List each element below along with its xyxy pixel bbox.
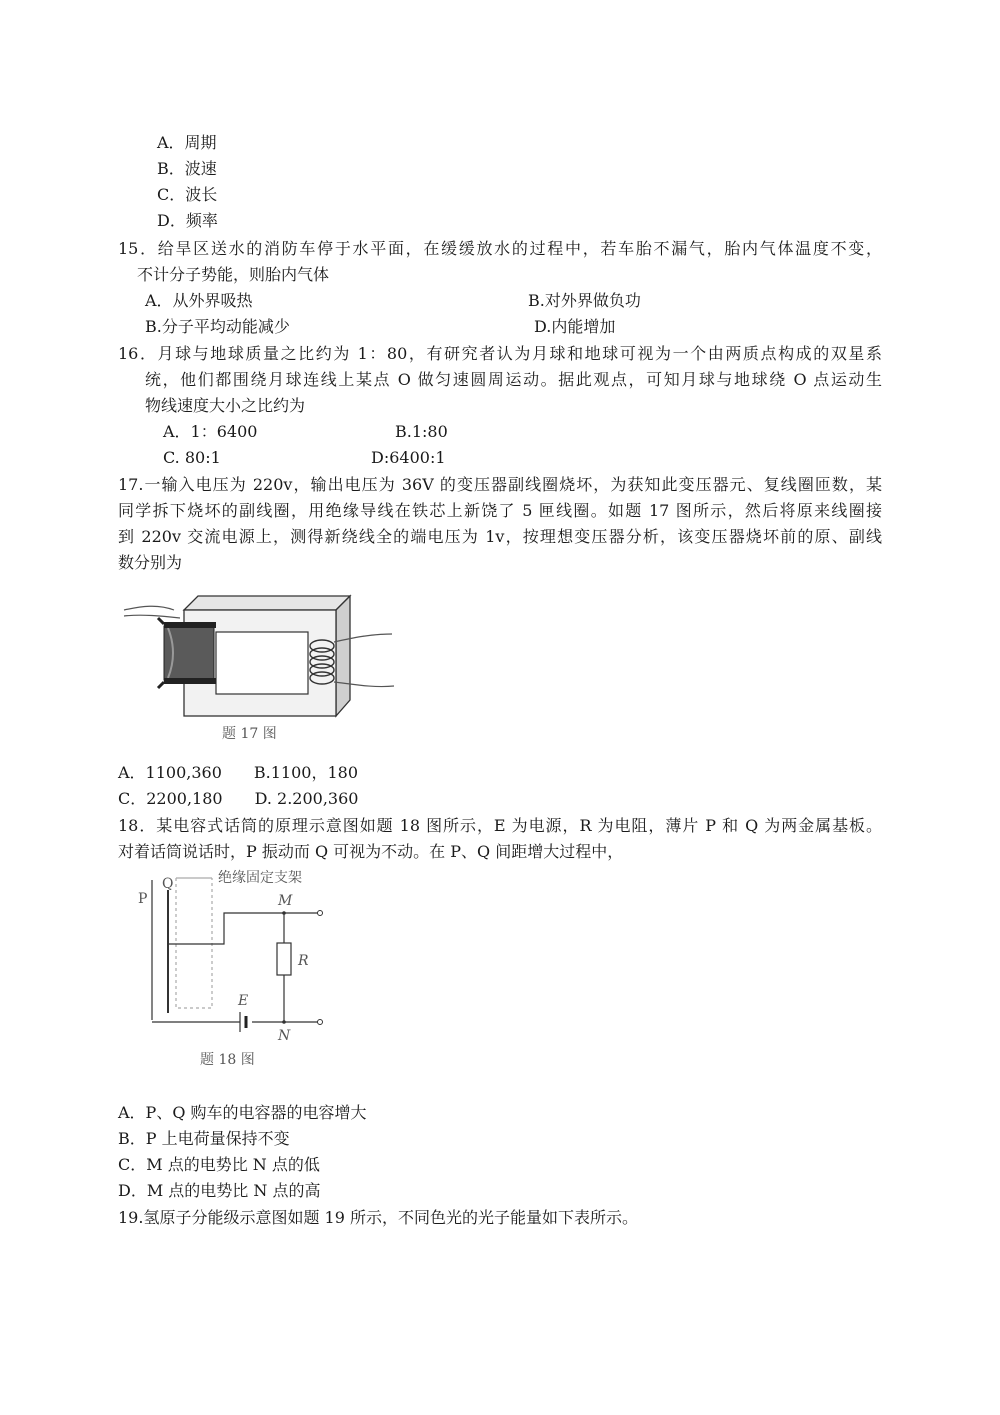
svg-text:Q: Q: [162, 876, 174, 892]
q17-stem-line-4: 数分别为: [118, 553, 183, 572]
q17-stem-line-2: 同学拆下烧坏的副线圈，用绝缘导线在铁芯上新饶了 5 匣线圈。如题 17 图所示，然后将原来线圈接: [118, 501, 882, 520]
q18-option-c: C．M 点的电势比 N 点的低: [118, 1155, 320, 1174]
q16-stem-line-3: 物线速度大小之比约为: [145, 396, 306, 415]
resistor-r: [277, 943, 291, 975]
q17-options-cd: C．2200,180 D. 2.200,360: [118, 789, 359, 808]
q18-stem-line-1: 18．某电容式话筒的原理示意图如题 18 图所示，E 为电源，R 为电阻，薄片 P 和 Q 为两金属基板。: [118, 816, 882, 835]
battery-e: [240, 1012, 246, 1032]
q14-option-d: D．频率: [157, 211, 218, 230]
q16-stem-line-2: 统，他们都围绕月球连线上某点 O 做匀速圆周运动。据此观点，可知月球与地球绕 O 点运动生: [145, 370, 882, 389]
terminal-m: [318, 911, 323, 916]
q14-option-a: A．周期: [157, 133, 217, 152]
q15-option-c: B.分子平均动能减少: [145, 317, 290, 336]
q16-option-d: D:6400:1: [371, 448, 446, 467]
q18-option-d: D．M 点的电势比 N 点的高: [118, 1181, 321, 1200]
q16-option-b: B.1:80: [395, 422, 448, 441]
svg-text:R: R: [298, 953, 309, 969]
q16-option-a: A．1：6400: [163, 422, 258, 441]
svg-text:绝缘固定支架: 绝缘固定支架: [218, 870, 302, 886]
q15-option-b: B.对外界做负功: [528, 291, 641, 310]
svg-text:M: M: [278, 893, 293, 909]
q18-option-b: B．P 上电荷量保持不变: [118, 1129, 290, 1148]
q17-stem-line-1: 17.一输入电压为 220v，输出电压为 36V 的变压器副线圈烧坏，为获知此变压器元、复线圈匝数，某: [118, 475, 882, 494]
q14-option-c: C．波长: [157, 185, 218, 204]
q17-transformer-figure: [122, 588, 412, 748]
terminal-n: [318, 1020, 323, 1025]
q15-stem-line-2: 不计分子势能，则胎内气体: [137, 265, 330, 284]
q17-stem-line-3: 到 220v 交流电源上，测得新绕线全的端电压为 1v，按理想变压器分析，该变压器烧坏前的原、副线: [118, 527, 882, 546]
q17-figure-caption: 题 17 图: [222, 726, 277, 742]
q16-stem-line-1: 16．月球与地球质量之比约为 1：80，有研究者认为月球和地球可视为一个由两质点构成的双星系: [118, 344, 882, 363]
q14-option-b: B．波速: [157, 159, 217, 178]
q18-stem-line-2: 对着话筒说话时，P 振动而 Q 可视为不动。在 P、Q 间距增大过程中，: [118, 842, 624, 861]
q15-option-a: A．从外界吸热: [145, 291, 253, 310]
svg-text:N: N: [278, 1028, 291, 1044]
q15-stem-line-1: 15．给旱区送水的消防车停于水平面，在缓缓放水的过程中，若车胎不漏气，胎内气体温度不变，: [118, 239, 882, 258]
q18-figure-caption: 题 18 图: [200, 1052, 255, 1068]
q18-circuit-figure: [132, 868, 342, 1073]
svg-text:P: P: [138, 891, 148, 907]
q18-option-a: A．P、Q 购车的电容器的电容增大: [118, 1103, 367, 1122]
q19-stem-line-1: 19.氢原子分能级示意图如题 19 所示，不同色光的光子能量如下表所示。: [118, 1208, 638, 1227]
svg-text:E: E: [238, 993, 249, 1009]
q15-option-d: D.内能增加: [534, 317, 616, 336]
q17-options-ab: A．1100,360 B.1100，180: [118, 763, 359, 782]
q16-option-c: C. 80:1: [163, 448, 221, 467]
